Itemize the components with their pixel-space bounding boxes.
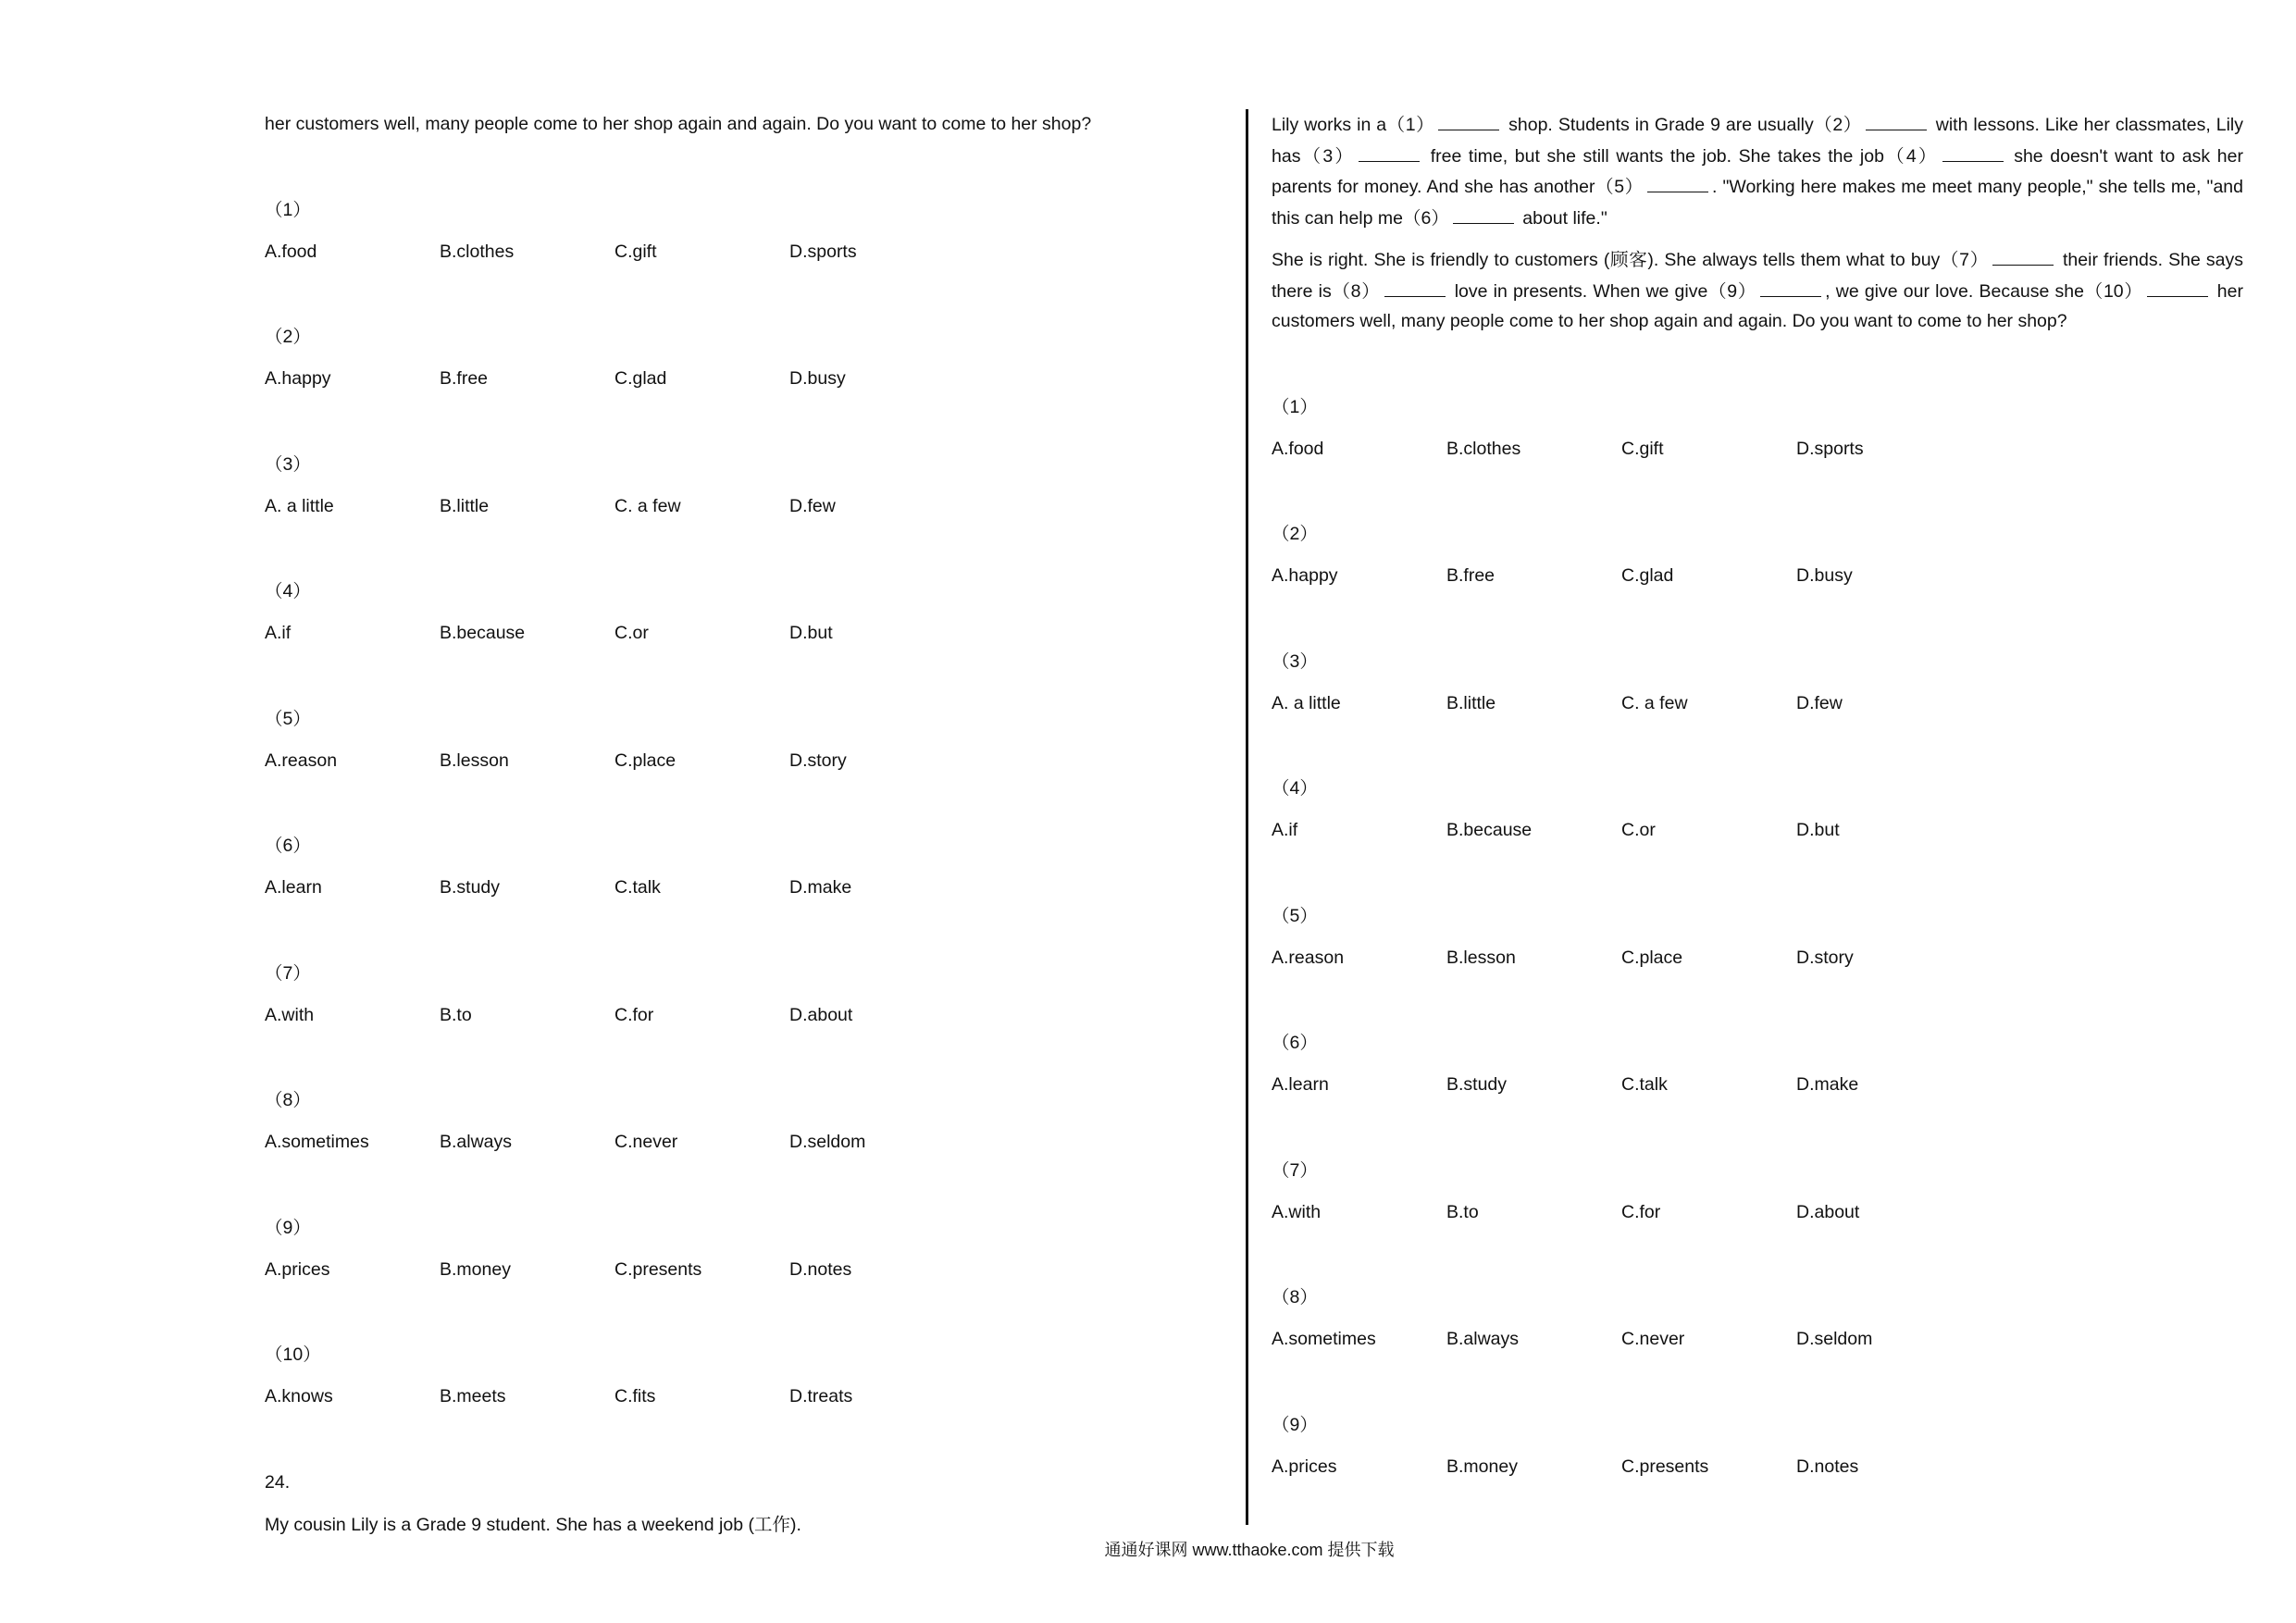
- answer-option[interactable]: B.money: [440, 1258, 511, 1280]
- answer-option[interactable]: A.if: [265, 623, 292, 643]
- passage-text: Lily works in a（1）: [1272, 115, 1435, 135]
- question-block: [1272, 1156, 2243, 1228]
- question-number: （7）: [1272, 1159, 1318, 1181]
- passage-text: she doesn't want to ask her parents for money. And she has another（5）: [1272, 145, 2243, 197]
- answer-option[interactable]: C.never: [614, 1132, 678, 1152]
- answer-option[interactable]: B.little: [440, 495, 490, 516]
- answer-option[interactable]: A.sometimes: [1272, 1329, 1376, 1349]
- answer-option[interactable]: D.treats: [789, 1386, 853, 1406]
- option-row: [1272, 1197, 2243, 1228]
- question-block: [1272, 519, 2243, 591]
- option-row: [1272, 688, 2243, 719]
- question-block: [1272, 901, 2243, 973]
- answer-option[interactable]: A.happy: [1272, 565, 1338, 586]
- answer-option[interactable]: C.gift: [1621, 438, 1664, 459]
- passage-text: . "Working here makes me meet many people," she tells me, "and this can help me（6）: [1272, 177, 2243, 229]
- option-row: [265, 873, 1218, 903]
- passage-text: about life.": [1517, 207, 1607, 229]
- answer-option[interactable]: C.glad: [1621, 565, 1674, 586]
- answer-option[interactable]: D.seldom: [1796, 1329, 1873, 1349]
- answer-option[interactable]: D.few: [1796, 692, 1843, 713]
- answer-option[interactable]: D.but: [789, 623, 833, 643]
- option-row: [265, 1381, 1218, 1412]
- option-row: [265, 746, 1218, 776]
- answer-option[interactable]: B.lesson: [1446, 947, 1516, 968]
- passage-text: their friends. She says there is（8）: [1272, 250, 2243, 302]
- answer-option[interactable]: B.always: [1446, 1329, 1520, 1349]
- answer-option[interactable]: C.never: [1621, 1329, 1685, 1349]
- answer-option[interactable]: D.make: [1796, 1074, 1859, 1095]
- answer-option[interactable]: A.if: [1272, 820, 1298, 840]
- option-row: [265, 237, 1218, 267]
- question-number: （9）: [265, 1217, 311, 1238]
- answer-option[interactable]: C.presents: [1621, 1456, 1709, 1477]
- answer-option[interactable]: A.with: [1272, 1201, 1322, 1222]
- question-number: （1）: [265, 199, 311, 220]
- option-row: [1272, 434, 2243, 465]
- question-block: [265, 576, 1218, 649]
- answer-option[interactable]: B.free: [440, 368, 489, 389]
- answer-option[interactable]: A.reason: [1272, 947, 1345, 968]
- option-row: [1272, 1070, 2243, 1100]
- option-row: [1272, 943, 2243, 973]
- question-number: （8）: [1272, 1287, 1318, 1307]
- option-row: [1272, 815, 2243, 846]
- option-row: [265, 1000, 1218, 1031]
- answer-option[interactable]: B.because: [440, 623, 526, 643]
- left-question-list: [265, 195, 1218, 1412]
- answer-option[interactable]: C.for: [614, 1004, 654, 1025]
- answer-option[interactable]: A.food: [265, 241, 317, 262]
- answer-blank[interactable]: [1942, 141, 2004, 162]
- question-block: [265, 704, 1218, 776]
- question-block: [1272, 1410, 2243, 1482]
- answer-option[interactable]: A.food: [1272, 438, 1324, 459]
- passage-paragraph-2: [1272, 244, 2243, 337]
- question-number: （1）: [1272, 396, 1318, 417]
- answer-option[interactable]: C.for: [1621, 1201, 1661, 1222]
- answer-option[interactable]: A.learn: [1272, 1074, 1329, 1095]
- option-row: [1272, 1452, 2243, 1482]
- answer-option[interactable]: B.clothes: [440, 241, 515, 262]
- answer-blank[interactable]: [1647, 171, 1708, 192]
- answer-option[interactable]: C.glad: [614, 368, 667, 389]
- option-row: [265, 364, 1218, 394]
- left-column: [265, 109, 1218, 1541]
- option-row: [1272, 561, 2243, 591]
- question-number: （5）: [1272, 905, 1318, 926]
- question-24-number: 24.: [265, 1471, 291, 1493]
- answer-option[interactable]: D.few: [789, 495, 836, 516]
- passage-text: with lessons. Like her classmates, Lily has（3）: [1272, 115, 2243, 167]
- answer-blank[interactable]: [1453, 203, 1514, 224]
- answer-blank[interactable]: [1438, 109, 1499, 130]
- answer-option[interactable]: D.story: [789, 750, 847, 771]
- cloze-passage: [1272, 109, 2243, 337]
- answer-option[interactable]: C.talk: [614, 877, 661, 898]
- answer-option[interactable]: D.but: [1796, 820, 1840, 840]
- answer-option[interactable]: B.because: [1446, 820, 1533, 840]
- option-row: [265, 1127, 1218, 1158]
- answer-blank[interactable]: [1359, 141, 1420, 162]
- answer-option[interactable]: B.little: [1446, 692, 1496, 713]
- question-block: [1272, 392, 2243, 465]
- question-block: [265, 1085, 1218, 1158]
- answer-option[interactable]: B.study: [1446, 1074, 1508, 1095]
- question-number: （6）: [1272, 1033, 1318, 1053]
- passage-text: shop. Students in Grade 9 are usually（2）: [1503, 115, 1862, 135]
- answer-option[interactable]: B.always: [440, 1132, 513, 1152]
- passage-text: her customers well, many people come to her shop again and again. Do you want to come to her shop?: [1272, 280, 2243, 331]
- answer-option[interactable]: D.about: [789, 1004, 853, 1025]
- question-block: [1272, 1028, 2243, 1100]
- question-block: [1272, 647, 2243, 719]
- answer-option[interactable]: A.prices: [265, 1258, 330, 1280]
- question-block: [265, 1340, 1218, 1412]
- answer-option[interactable]: C. a few: [1621, 692, 1688, 713]
- answer-option[interactable]: C.talk: [1621, 1074, 1668, 1095]
- right-column: [1272, 109, 2243, 1481]
- answer-option[interactable]: C.place: [1621, 947, 1683, 968]
- answer-option[interactable]: C.fits: [614, 1386, 656, 1406]
- answer-option[interactable]: D.busy: [789, 368, 846, 389]
- answer-option[interactable]: C.place: [614, 750, 676, 771]
- answer-option[interactable]: B.to: [1446, 1201, 1479, 1222]
- question-number: （7）: [265, 962, 311, 984]
- answer-option[interactable]: D.notes: [789, 1258, 852, 1280]
- option-row: [1272, 1324, 2243, 1355]
- page-footer: 通通好课网 www.tthaoke.com 提供下载: [1104, 1541, 1395, 1559]
- question-block: [265, 322, 1218, 394]
- passage-text: free time, but she still wants the job. She takes the job（4）: [1423, 145, 1939, 167]
- option-row: [265, 491, 1218, 522]
- answer-blank[interactable]: [2147, 276, 2208, 297]
- answer-option[interactable]: A.knows: [265, 1386, 333, 1406]
- answer-blank[interactable]: [1866, 109, 1927, 130]
- question-block: [265, 450, 1218, 522]
- option-row: [265, 1255, 1218, 1285]
- question-number: （10）: [265, 1344, 321, 1365]
- answer-option[interactable]: D.sports: [1796, 438, 1864, 459]
- question-block: [1272, 1282, 2243, 1355]
- question-block: [265, 195, 1218, 267]
- question-number: （8）: [265, 1090, 311, 1110]
- answer-option[interactable]: B.meets: [440, 1386, 506, 1406]
- answer-option[interactable]: A.learn: [265, 877, 322, 898]
- answer-option[interactable]: A.reason: [265, 750, 338, 771]
- answer-option[interactable]: A.prices: [1272, 1456, 1337, 1477]
- right-question-list: [1272, 392, 2243, 1482]
- passage-text: love in presents. When we give（9）: [1448, 280, 1757, 302]
- answer-option[interactable]: D.busy: [1796, 565, 1853, 586]
- question-block: [265, 959, 1218, 1031]
- question-number: （4）: [265, 581, 311, 601]
- question-number: （2）: [265, 327, 311, 347]
- answer-option[interactable]: A.with: [265, 1004, 315, 1025]
- answer-blank[interactable]: [1384, 276, 1446, 297]
- answer-option[interactable]: B.clothes: [1446, 438, 1521, 459]
- passage-paragraph-1: [1272, 109, 2243, 233]
- answer-option[interactable]: D.notes: [1796, 1456, 1859, 1477]
- answer-option[interactable]: D.about: [1796, 1201, 1860, 1222]
- answer-option[interactable]: D.make: [789, 877, 852, 898]
- answer-option[interactable]: A. a little: [1272, 692, 1341, 713]
- question-number: （2）: [1272, 524, 1318, 544]
- column-divider: [1246, 109, 1248, 1525]
- question-number: （6）: [265, 836, 311, 856]
- answer-option[interactable]: A.happy: [265, 368, 331, 389]
- answer-option[interactable]: B.to: [440, 1004, 472, 1025]
- answer-option[interactable]: B.money: [1446, 1456, 1518, 1477]
- answer-option[interactable]: C.gift: [614, 241, 657, 262]
- answer-option[interactable]: C.presents: [614, 1258, 702, 1280]
- question-number: （3）: [265, 453, 311, 475]
- answer-option[interactable]: D.sports: [789, 241, 857, 262]
- answer-option[interactable]: B.study: [440, 877, 501, 898]
- passage-text: She is right. She is friendly to customers (顾客). She always tells them what to buy（7）: [1272, 250, 1989, 270]
- answer-option[interactable]: D.seldom: [789, 1132, 866, 1152]
- question-24-text: My cousin Lily is a Grade 9 student. She has a weekend job (工作).: [265, 1515, 801, 1535]
- question-number: （4）: [1272, 778, 1318, 799]
- answer-blank[interactable]: [1992, 244, 2054, 266]
- answer-option[interactable]: A. a little: [265, 495, 334, 516]
- passage-text: , we give our love. Because she（10）: [1825, 280, 2143, 302]
- answer-option[interactable]: C.or: [614, 623, 649, 643]
- answer-option[interactable]: B.lesson: [440, 750, 509, 771]
- question-block: [265, 831, 1218, 903]
- answer-blank[interactable]: [1760, 276, 1821, 297]
- option-row: [265, 618, 1218, 649]
- passage-ending-line: her customers well, many people come to her shop again and again. Do you want to come to her shop?: [265, 114, 1092, 134]
- question-block: [1272, 774, 2243, 846]
- question-number: （3）: [1272, 650, 1318, 672]
- answer-option[interactable]: C.or: [1621, 820, 1656, 840]
- question-number: （9）: [1272, 1414, 1318, 1435]
- answer-option[interactable]: B.free: [1446, 565, 1496, 586]
- answer-option[interactable]: A.sometimes: [265, 1132, 369, 1152]
- answer-option[interactable]: D.story: [1796, 947, 1854, 968]
- answer-option[interactable]: C. a few: [614, 495, 681, 516]
- question-number: （5）: [265, 708, 311, 729]
- question-block: [265, 1213, 1218, 1285]
